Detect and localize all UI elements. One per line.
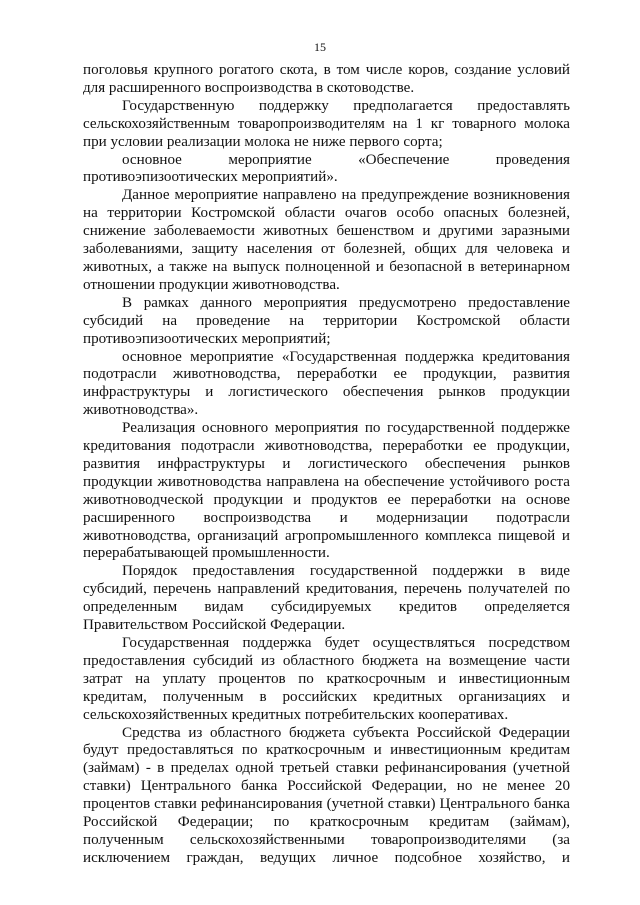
paragraph-state-support-mechanism: Государственная поддержка будет осуществляться посредством предоставления субсидий из областного бюджета на возмещение части затрат на уплату процентов по краткосрочным и инвестиционным кредитам, полученным в российских кредитных организациях и сельскохозяйственных кредитных потребительских кооперативах.	[83, 635, 570, 723]
paragraph-regional-budget-funds: Средства из областного бюджета субъекта Российской Федерации будут предоставляться по краткосрочным и инвестиционным кредитам (займам) - в пределах одной третьей ставки рефинансирования (учетной ставки) Центрального банка Российской Федерации, но не менее 20 процентов ставки рефинансирования (учетной ставки) Центрального банка Российской Федерации; по краткосрочным кредитам (займам), полученным сельскохозяйственными товаропроизводителями (за исключением граждан, ведущих личное подсобное хозяйство, и	[83, 724, 570, 866]
paragraph-continuation: поголовья крупного рогатого скота, в том числе коров, создание условий для расширенного воспроизводства в скотоводстве.	[83, 62, 570, 96]
paragraph-antiepizootic-measure: основное мероприятие «Обеспечение проведения противоэпизоотических мероприятий».	[83, 151, 570, 186]
paragraph-credit-support-implementation: Реализация основного мероприятия по государственной поддержке кредитования подотрасли животноводства, переработки ее продукции, развития инфраструктуры и логистического обеспечения рынков продукции животноводства направлена на обеспечение устойчивого роста животноводческой продукции и продуктов ее переработки на основе расширенного воспроизводства и модернизации подотрасли животноводства, организаций агропромышленного комплекса пищевой и перерабатывающей промышленности.	[83, 420, 570, 562]
page-number: 15	[314, 40, 326, 54]
paragraph-credit-support-measure: основное мероприятие «Государственная поддержка кредитования подотрасли животноводства, переработки ее продукции, развития инфраструктуры и логистического обеспечения рынков продукции животноводства».	[83, 348, 570, 419]
paragraph-disease-prevention: Данное мероприятие направлено на предупреждение возникновения на территории Костромской области очагов особо опасных болезней, снижение заболеваемости животных бешенством и другими заразными заболеваниями, защиту населения от болезней, общих для человека и животных, а также на выпуск полноценной и безопасной в ветеринарном отношении продукции животноводства.	[83, 187, 570, 293]
paragraph-support-procedure: Порядок предоставления государственной поддержки в виде субсидий, перечень направлений кредитования, перечень получателей по определенным видам субсидируемых кредитов определяется Правительством Российской Федерации.	[83, 563, 570, 634]
paragraph-subsidies: В рамках данного мероприятия предусмотрено предоставление субсидий на проведение на территории Костромской области противоэпизоотических мероприятий;	[83, 294, 570, 347]
document-body	[83, 62, 570, 868]
paragraph-milk-support: Государственную поддержку предполагается предоставлять сельскохозяйственным товаропроизводителям на 1 кг товарного молока при условии реализации молока не ниже первого сорта;	[83, 97, 570, 150]
